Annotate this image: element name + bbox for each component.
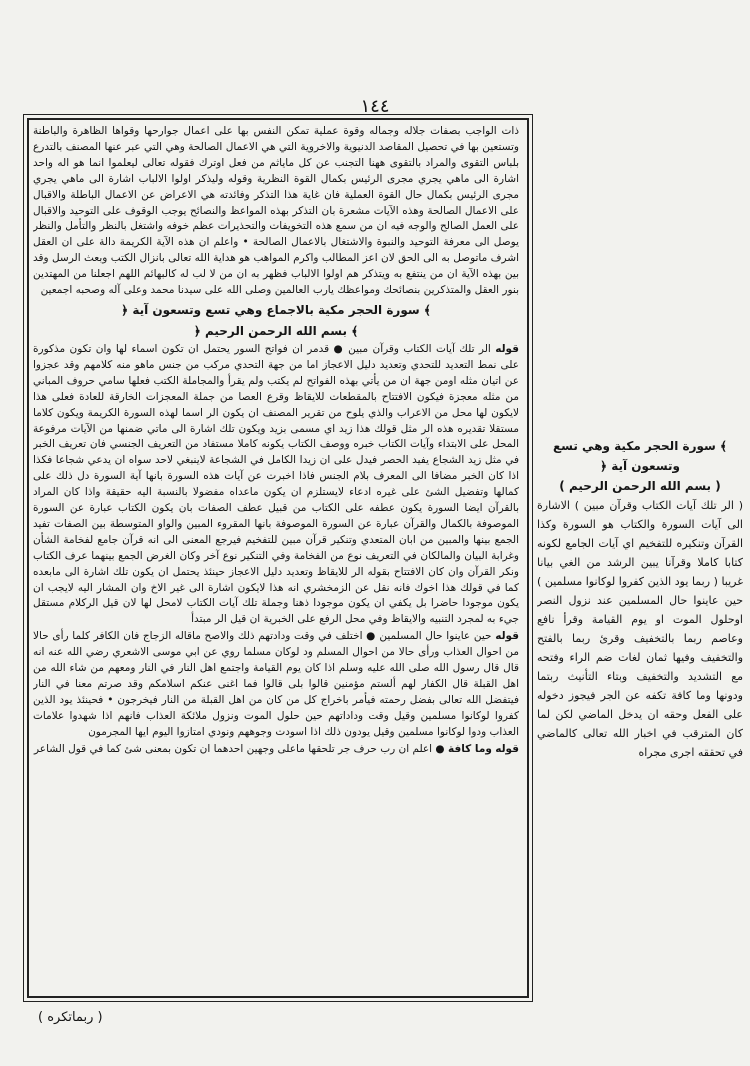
commentary-paragraph: ذات الواجب بصفات جلاله وجماله وقوة عملية تمكن النفس بها على اعمال جوارحها وقواها الظاهرة والباطنة وتستعين بها في تحصيل المقاصد الدنيوية والاخروية التي هي الاعمال الصالحة وهي التي عبر عنها المصنف بالتدرع بلباس التقوى والمراد بالتقوى ههنا التجنب عن كل ماياثم من فعل اوترك فقوله تعالى ليعلموا انما هو اله واحد اشارة الى ماهي يجري مجرى الرئيس بكمال القوة النظرية وقوله وليذكر اولوا الالباب اشارة الى ماهي يجري مجرى الرئيس بكمال حال القوة العملية فان غاية هذا التذكر وفائدته هي الاعراض عن الاعمال الباطلة والاقبال على الاعمال الصالحة وهذه الآيات مشعرة بان التذكر بهذه المواعظ والنصائح يوجب الوقوف على التوحيد والاقبال على العمل الصالح والوجه فيه ان من سمع هذه التخويفات والتحذيرات عظم خوفه واشتغل بالنظر والتأمل والنظر يوصل الى معرفة التوحيد والنبوة والاشتغال بالاعمال الصالحة • واعلم ان هذه الآية الكريمة دالة على ان العقل اشرف ماتوصل به الى الحق لان اعز المطالب واكرم المواهب هو هداية الله تعالى بانزال الكتب وبعث الرسل وقد بين بهذه الآية ان من ينتفع به ويتذكر هم اولوا الالباب فظهر به ان من لا لب له كالبهائم اللهم اجعلنا من المهتدين بنور العقل والمتذكرين بنصائحك ومواعظك يارب العالمين وصلى الله على سيدنا محمد وعلى آله وصحبه اجمعين — [33, 125, 519, 297]
quoted-phrase: وما كافة — [447, 742, 492, 755]
margin-surah-title: ﴾ سورة الحجر مكية وهي تسع وتسعون آية ﴿ — [552, 439, 728, 473]
basmala-heading: ﴾ بسم الله الرحمن الرحيم ﴿ — [193, 323, 359, 338]
qawluhu-marker: قوله — [495, 630, 519, 643]
surah-heading-text: سورة الحجر مكية بالاجماع وهي تسع وتسعون آية — [132, 302, 420, 317]
page-number: ١٤٤ — [360, 96, 390, 117]
commentary-paragraph — [33, 742, 519, 758]
main-commentary — [33, 124, 519, 988]
surah-heading: ﴾ سورة الحجر مكية بالاجماع وهي تسع وتسعون آية ﴿ — [121, 302, 431, 317]
commentary-text: حين عاينوا حال المسلمين ● اختلف في وقت ودادتهم ذلك والاصح ماقاله الزجاج فان الكافر كلما رأى حالا من احوال العذاب ورأى حالا من احوال المسلم ود لوكان مسلما روي عن ابي موسى الاشعري رضي الله عنه انه قال قال رسول الله صلى الله عليه وسلم اذا كان يوم القيامة واجتمع اهل النار في النار ومعهم من شاء الله من اهل القبلة قال الكفار لهم ألستم مؤمنين قالوا بلى قالوا فما اغنى عنكم اسلامكم وقد صرتم معنا في النار فيتفضل الله تعالى بفضل رحمته فيأمر باخراج كل من كان من اهل القبلة من النار فيخرجون • فحينئذ يود الذين كفروا لوكانوا مسلمين وقيل وقت وداداتهم حين حلول الموت ونزول ملائكة العذاب فانهم اذا شهدوا علامات العذاب ودوا لوكانوا مسلمين وقيل يودون ذلك اذا اسودت وجوههم ونودي امتازوا اليوم ايها المجرمون — [33, 630, 519, 738]
basmala-text: بسم الله الرحمن الرحيم — [204, 323, 348, 338]
commentary-paragraph — [33, 342, 519, 628]
margin-basmala: ( بسم الله الرحمن الرحيم ) — [559, 479, 721, 493]
margin-tafsir — [537, 436, 743, 796]
qawluhu-marker: قوله — [495, 742, 519, 755]
commentary-text: ● اعلم ان رب حرف جر تلحقها ماعلى وجهين احدهما ان تكون بمعنى شئ كما في قول الشاعر — [34, 742, 445, 755]
commentary-text: الر تلك آيات الكتاب وقرآن مبين ● قدمر ان فواتح السور يحتمل ان تكون اسماء لها وان تكون مذكورة على نمط التعديد للتحدي وتعديد دليل الاعجاز اما من جهة التحدي مركب من جنس ماهو منه كلامهم وقد عجزوا عن اتيان مثله اومن جهة ان من يأتي بهذه الفواتح لم يكتب ولم يقرأ والمجاملة الكتب فعلها سامي حروف المباني من مثله معجزة فيكون الافتتاح بالمقطعات للايقاظ وقرع العصا من جملة المعجزات الخارقة للعادة فعلى هذا لايكون لها محل من الاعراب والذي يلوح من تقرير المصنف ان يكون الر اسما لهذه السورة الكريمة ويكون كلاما مستقلا تقديره هذه الر مثل قولك هذا زيد اي مسمى بزيد ويكون تلك اشارة الى ماتي ضمنها من الآيات مرفوعة المحل على الابتداء وآيات الكتاب خبره ووصف الكتاب يكونه كاملا مستفاد من التعريف الجنسي فان تعريف الخبر في مثل زيد الشجاع يفيد الحصر فيدل على ان زيدا الكامل في الشجاعة لاينبغي لاحد سواه ان يدعي شجاعا فكذا اذا كان الخبر مضافا الى المعرف بلام الجنس فاذا اخبرت عن آيات هذه السورة بانها آية السورة دل ذلك على كمالها وتفضيل الشئ على غيره ادعاء لايستلزم ان يكون ماعداه مفضولا بالنسبة اليه حقيقة واذا كان المراد بالقرآن ايضا السورة يكون عطفه على الكتاب من قبيل عطف الصفات بان يكون الكتاب عبارة عن السورة الموصوفة بالكمال والقرآن عبارة عن السورة الموصوفة بانها المقروء المبين والواو المتوسطة بين الصفات تفيد الجمع بينها والمبين من ابان المتعدي وتنكير قرآن مبين للتفخيم فيرجع المعنى الى انه قرآن جامع لفخامة الشأن وغرابة البيان والمالكان في التعريف نوع من الفخامة وفي التنكير نوع آخر وكان الغرض الجمع بينهما عرف الكتاب ونكر القرآن وان كان الافتتاح بقوله الر للايقاظ وتعديد دليل الاعجاز حينئذ يحتمل ان يكون تلك اشارة الى مابعده كما في قولك هذا اخوك فانه نقل عن الزمخشري انه هذا لايكون اشارة الى غير الاخ وان المشار اليه لايجب ان يكون موجودا حاضرا بل يكفي ان يكون موجودا ذهنا وجملة تلك آيات الكتاب لامحل لها لان قيل الركلام مستقل جيء به لمجرد التنبيه والايقاظ وفي محل الرفع على الخبرية ان قيل الر مبتدأ — [33, 342, 519, 626]
margin-surah-title-text: سورة الحجر مكية وهي تسع وتسعون آية — [552, 439, 716, 473]
commentary-paragraph — [33, 629, 519, 740]
qawluhu-marker: قوله — [495, 342, 519, 355]
margin-tafsir-text: ( الر تلك آيات الكتاب وقرآن مبين ) الاشارة الى آيات السورة والكتاب هو السورة وكذا القرآن وتنكيره للتفخيم اي آيات الجامع لكونه كتابا كاملا وقرآنا يبين الرشد من الغي بيانا غريبا ( ربما يود الذين كفروا لوكانوا مسلمين ) حين عاينوا حال المسلمين عند نزول النصر اوحلول الموت او يوم القيامة وقرأ نافع وعاصم ربما بالتخفيف وقرئ ربما بالفتح والتخفيف وفيها ثمان لغات ضم الراء وفتحه مع التشديد والتخفيف وبتاء التأنيث ربتما ودونها وما كافة تكفه عن الجر فيجوز دخوله على الفعل وحقه ان يدخل الماضي لكن لما كان المترقب في اخبار الله تعالى كالماضي في تحققه اجرى مجراه — [537, 499, 743, 759]
catchword: ( ربماتكره ) — [38, 1010, 103, 1025]
